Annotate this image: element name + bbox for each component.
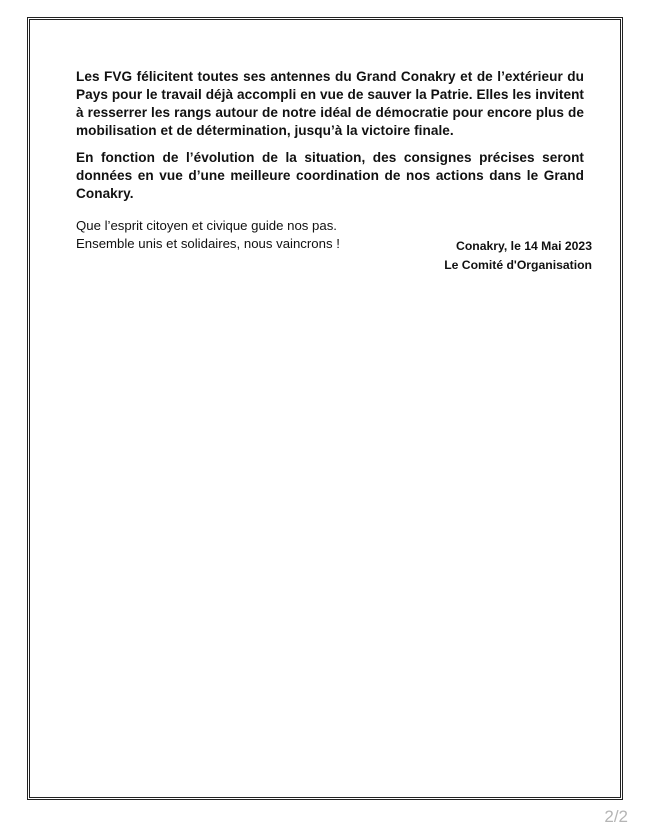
closing-line-unity: Ensemble unis et solidaires, nous vaincrons ! <box>76 236 340 251</box>
signature-author: Le Comité d'Organisation <box>444 258 592 272</box>
paragraph-instructions: En fonction de l’évolution de la situation, des consignes précises seront données en vue d’une meilleure coordination de nos actions dans le Grand Conakry. <box>76 150 584 201</box>
page-number: 2/2 <box>604 807 628 826</box>
signature-block <box>444 237 592 275</box>
closing-line-civic: Que l’esprit citoyen et civique guide nos pas. <box>76 218 337 233</box>
paragraph-congratulations: Les FVG félicitent toutes ses antennes du Grand Conakry et de l’extérieur du Pays pour le travail déjà accompli en vue de sauver la Patrie. Elles les invitent à resserrer les rangs autour de notre idéal de démocratie pour encore plus de mobilisation et de détermination, jusqu’à la victoire finale. <box>76 69 584 138</box>
signature-place-date: Conakry, le 14 Mai 2023 <box>456 239 592 253</box>
document-body <box>76 68 592 277</box>
closing-block <box>76 217 592 277</box>
